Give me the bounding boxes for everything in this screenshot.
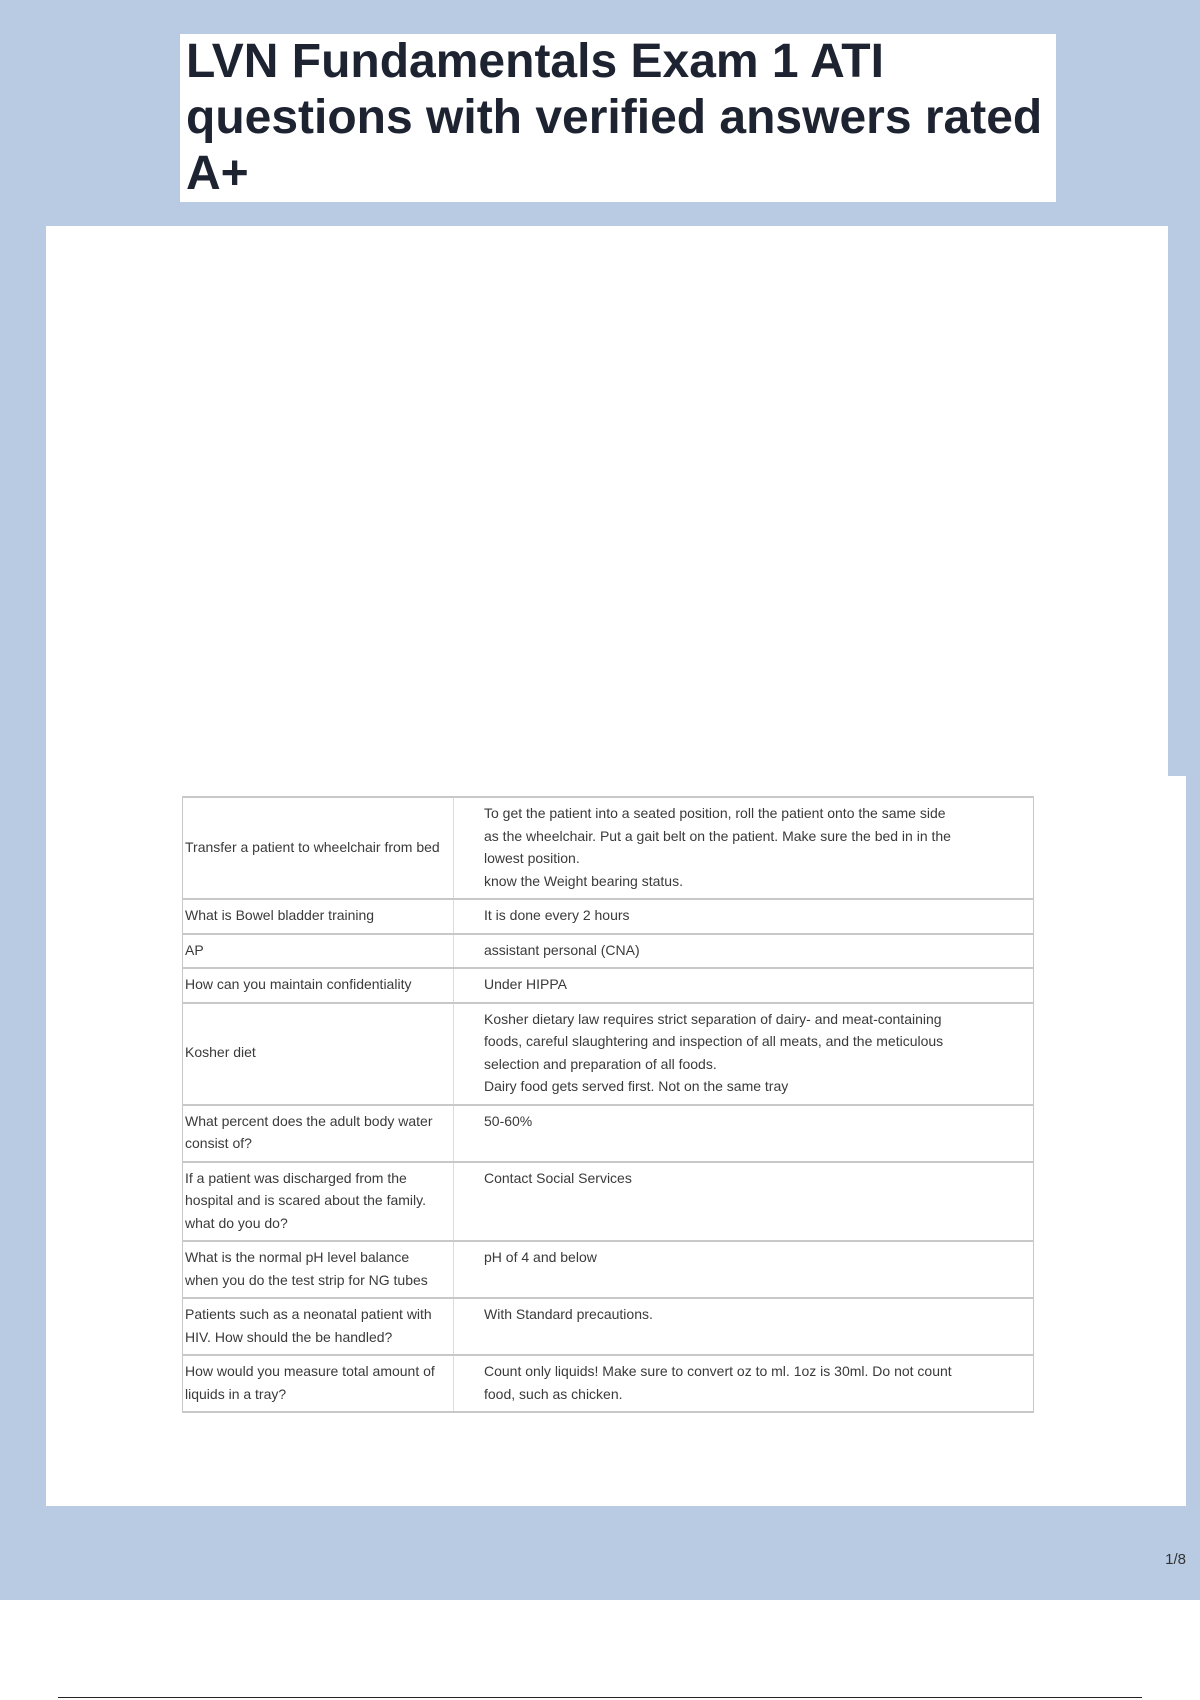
table-row	[183, 968, 1034, 1003]
document-title: LVN Fundamentals Exam 1 ATI questions with verified answers rated A+	[186, 35, 1043, 200]
question-cell: Patients such as a neonatal patient with HIV. How should the be handled?	[183, 1298, 454, 1355]
answer-cell: With Standard precautions.	[454, 1298, 1034, 1355]
answer-cell: 50-60%	[454, 1105, 1034, 1162]
qa-table	[182, 796, 1034, 1413]
question-cell: What percent does the adult body water consist of?	[183, 1105, 454, 1162]
table-row	[183, 1298, 1034, 1355]
title-box	[180, 34, 1056, 202]
footer-divider	[58, 1697, 1142, 1698]
question-cell: Kosher diet	[183, 1003, 454, 1105]
table-row	[183, 1162, 1034, 1242]
table-row	[183, 1241, 1034, 1298]
answer-line: To get the patient into a seated position, roll the patient onto the same side as the wheelchair. Put a gait belt on the patient. Make sure the bed in in the lowest position. know the Weight bearing status.	[484, 805, 951, 889]
question-cell: How would you measure total amount of liquids in a tray?	[183, 1355, 454, 1412]
answer-cell: pH of 4 and below	[454, 1241, 1034, 1298]
table-row	[183, 1355, 1034, 1412]
answer-cell: Contact Social Services	[454, 1162, 1034, 1242]
table-row	[183, 1003, 1034, 1105]
answer-cell	[454, 1003, 1034, 1105]
table-row	[183, 1105, 1034, 1162]
answer-cell: Count only liquids! Make sure to convert oz to ml. 1oz is 30ml. Do not count food, such as chicken.	[454, 1355, 1034, 1412]
table-row	[183, 899, 1034, 934]
table-row	[183, 797, 1034, 899]
question-cell: If a patient was discharged from the hospital and is scared about the family. what do you do?	[183, 1162, 454, 1242]
question-cell: What is the normal pH level balance when you do the test strip for NG tubes	[183, 1241, 454, 1298]
answer-cell: Under HIPPA	[454, 968, 1034, 1003]
page-number: 1/8	[1165, 1551, 1186, 1568]
question-cell: Transfer a patient to wheelchair from bed	[183, 797, 454, 899]
answer-line: Kosher dietary law requires strict separation of dairy- and meat-containing foods, careful slaughtering and inspection of all meats, and the meticulous selection and preparation of all foods. Dairy food gets served first. Not on the same tray	[484, 1010, 944, 1094]
question-cell: What is Bowel bladder training	[183, 899, 454, 934]
question-cell: How can you maintain confidentiality	[183, 968, 454, 1003]
answer-cell	[454, 797, 1034, 899]
answer-cell: assistant personal (CNA)	[454, 934, 1034, 969]
answer-cell: It is done every 2 hours	[454, 899, 1034, 934]
question-cell: AP	[183, 934, 454, 969]
document-sheet-blank-area	[46, 226, 1168, 776]
table-row	[183, 934, 1034, 969]
